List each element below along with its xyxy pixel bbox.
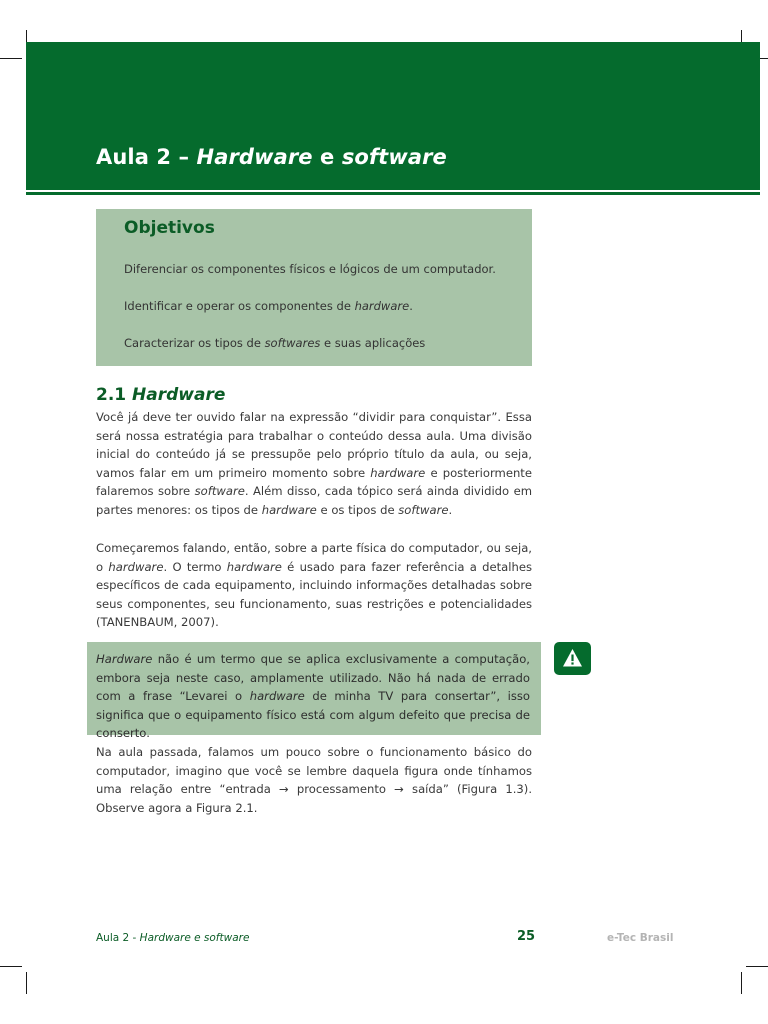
note-box bbox=[87, 642, 541, 741]
crop-mark bbox=[746, 966, 768, 967]
footer-lesson-title: Aula 2 - Hardware e software bbox=[96, 932, 250, 944]
crop-mark bbox=[0, 58, 22, 59]
section-heading: 2.1 Hardware bbox=[96, 385, 226, 405]
warning-triangle-icon bbox=[562, 648, 583, 668]
brand-label: e-Tec Brasil bbox=[607, 932, 674, 944]
crop-mark bbox=[26, 972, 27, 994]
objective-item: Diferenciar os componentes físicos e lógicos de um computador. bbox=[124, 262, 496, 276]
lesson-title: Aula 2 – Hardware e software bbox=[96, 145, 447, 169]
body-paragraph: Começaremos falando, então, sobre a parte física do computador, ou seja, o hardware. O termo hardware é usado para fazer referência a detalhes específicos de cada equipamento, incluindo informações detalhadas sobre seus componentes, seu funcionamento, suas restrições e potencialidades (TANENBAUM, 2007). bbox=[96, 541, 532, 630]
warning-badge bbox=[554, 642, 591, 675]
note-text: Hardware não é um termo que se aplica exclusivamente a computação, embora seja neste caso, amplamente utilizado. Não há nada de errado com a frase “Levarei o hardware de minha TV para consertar”, isso significa que o equipamento físico está com algum defeito que precisa de conserto. bbox=[96, 652, 531, 741]
objectives-box bbox=[96, 209, 532, 366]
body-paragraph: Na aula passada, falamos um pouco sobre o funcionamento básico do computador, imagino que você se lembre daquela figura onde tínhamos uma relação entre “entrada → processamento → saída” (Figura 1.3). Observe agora a Figura 2.1. bbox=[96, 745, 532, 815]
page-number: 25 bbox=[517, 929, 536, 944]
crop-mark bbox=[0, 966, 22, 967]
objective-item: Identificar e operar os componentes de hardware. bbox=[124, 299, 413, 313]
header-rule bbox=[26, 192, 760, 195]
crop-mark bbox=[741, 972, 742, 994]
objectives-heading: Objetivos bbox=[124, 218, 215, 238]
objective-item: Caracterizar os tipos de softwares e suas aplicações bbox=[124, 336, 426, 350]
body-paragraph: Você já deve ter ouvido falar na expressão “dividir para conquistar”. Essa será nossa estratégia para trabalhar o conteúdo dessa aula. Uma divisão inicial do conteúdo já se pressupõe pelo próprio título da aula, ou seja, vamos falar em um primeiro momento sobre hardware e posteriormente falaremos sobre software. Além disso, cada tópico será ainda dividido em partes menores: os tipos de hardware e os tipos de software. bbox=[96, 410, 533, 517]
